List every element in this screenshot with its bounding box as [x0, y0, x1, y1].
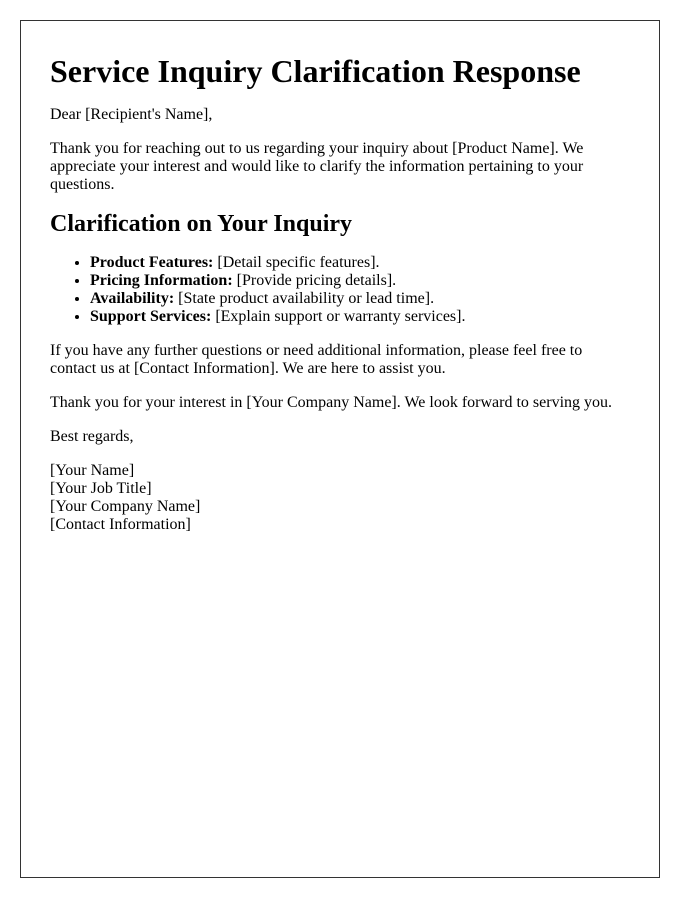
greeting: Dear [Recipient's Name], — [50, 106, 213, 123]
signature-block — [50, 462, 632, 534]
list-item-text: [Provide pricing details]. — [232, 272, 397, 289]
list-item — [90, 290, 632, 308]
list-item — [90, 254, 632, 272]
thanks-paragraph: Thank you for your interest in [Your Company Name]. We look forward to serving you. — [50, 394, 613, 411]
list-item — [90, 272, 632, 290]
list-item-text: [Explain support or warranty services]. — [211, 308, 466, 325]
list-item — [90, 308, 632, 326]
contact-paragraph: If you have any further questions or need additional information, please feel free to contact us at [Contact Information]. We are here to assist you. — [50, 342, 583, 377]
list-item-text: [State product availability or lead time]. — [174, 290, 435, 307]
list-item-label: Support Services: — [90, 308, 212, 325]
signature-company: [Your Company Name] — [50, 498, 201, 515]
list-item-label: Pricing Information: — [90, 272, 233, 289]
signature-job-title: [Your Job Title] — [50, 480, 152, 497]
page-title: Service Inquiry Clarification Response — [50, 53, 581, 89]
intro-paragraph: Thank you for reaching out to us regarding your inquiry about [Product Name]. We appreciate your interest and would like to clarify the information pertaining to your questions. — [50, 140, 584, 193]
letter-content — [50, 53, 632, 534]
closing: Best regards, — [50, 428, 134, 445]
signature-name: [Your Name] — [50, 462, 135, 479]
list-item-label: Availability: — [90, 290, 175, 307]
list-item-label: Product Features: — [90, 254, 214, 271]
signature-contact: [Contact Information] — [50, 516, 191, 533]
section-heading: Clarification on Your Inquiry — [50, 211, 353, 237]
letter-page — [20, 20, 660, 878]
clarification-list — [50, 254, 632, 326]
list-item-text: [Detail specific features]. — [213, 254, 380, 271]
